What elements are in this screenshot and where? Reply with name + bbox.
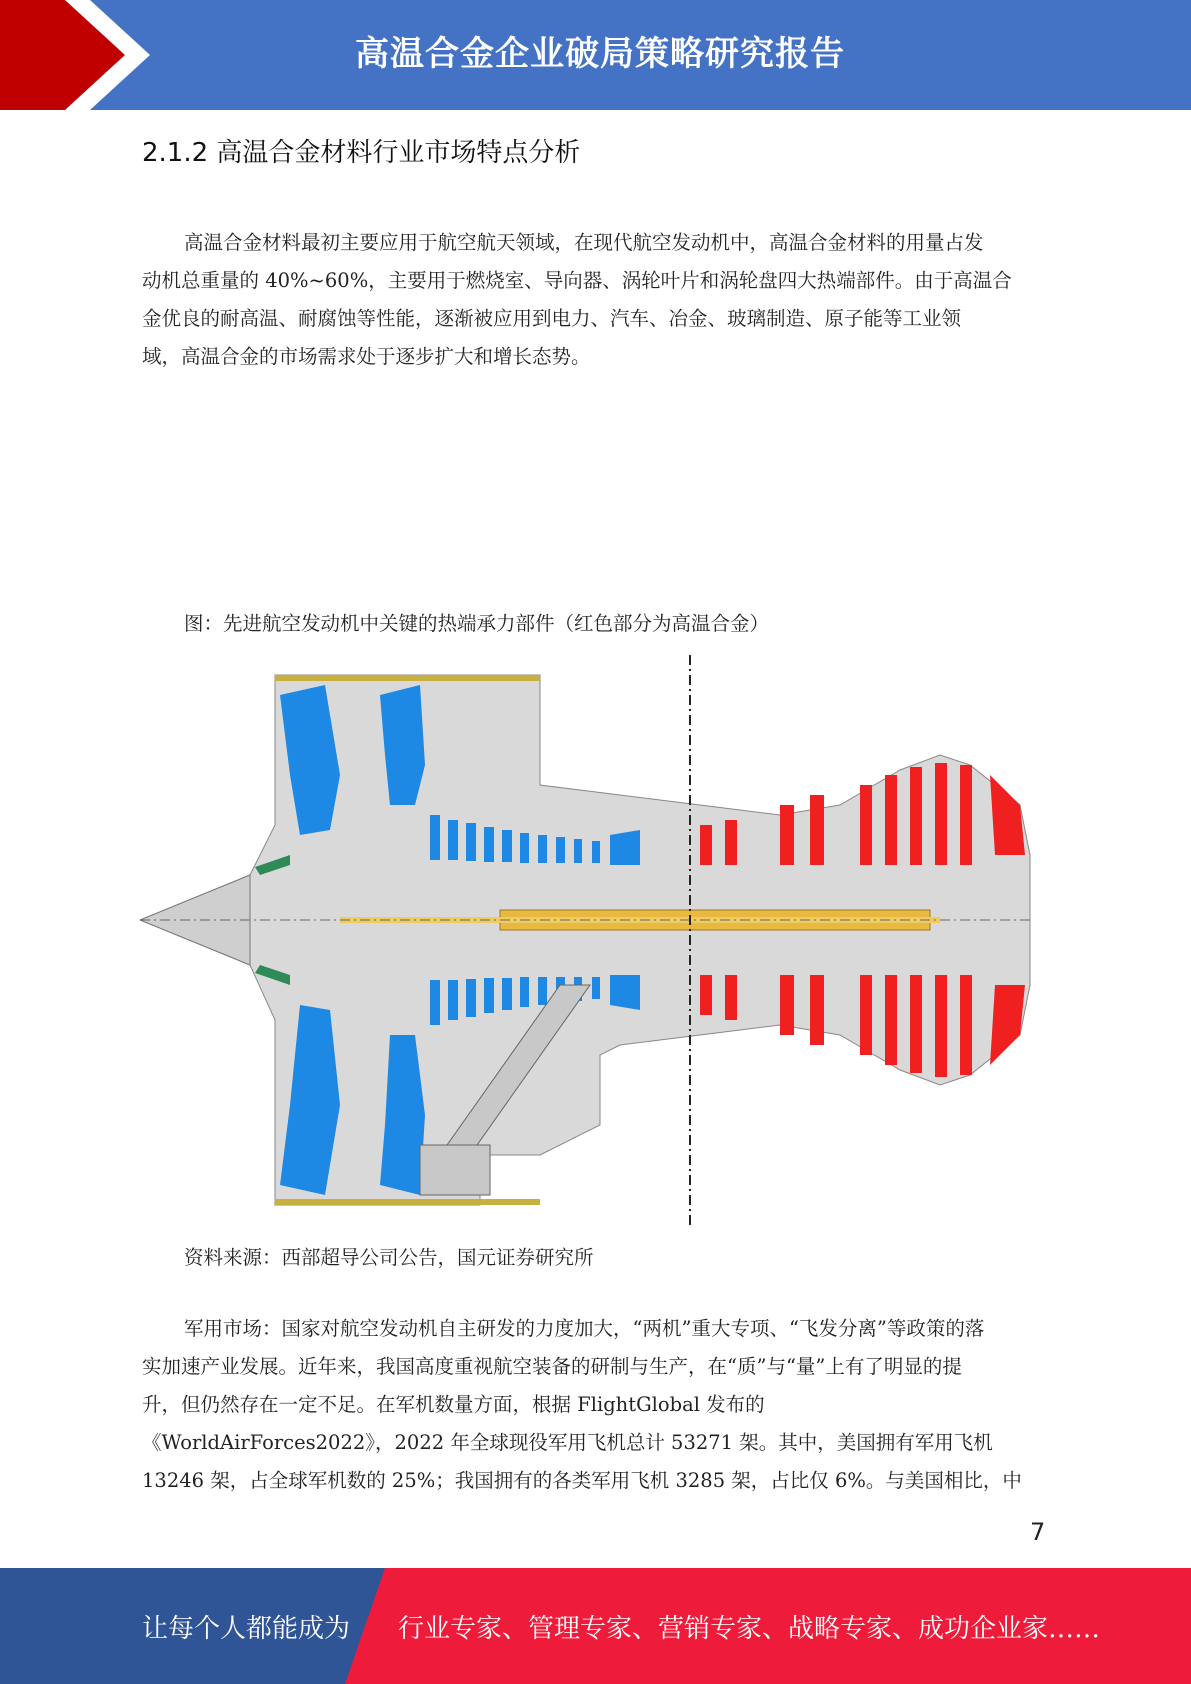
military-paragraph: [142, 1310, 1047, 1500]
engine-diagram: [140, 655, 1040, 1225]
page-footer: [0, 1568, 1191, 1684]
military-line: 实加速产业发展。近年来，我国高度重视航空装备的研制与生产，在“质”与“量”上有了明显的提: [142, 1355, 962, 1378]
intro-line: 动机总重量的 40%~60%，主要用于燃烧室、导向器、涡轮叶片和涡轮盘四大热端部件。由于高温合: [142, 269, 1012, 292]
report-title: 高温合金企业破局策略研究报告: [355, 34, 845, 74]
intro-line: 域，高温合金的市场需求处于逐步扩大和增长态势。: [142, 345, 591, 368]
military-line: 升，但仍然存在一定不足。在军机数量方面，根据 FlightGlobal 发布的: [142, 1393, 765, 1416]
footer-slogan-right: 行业专家、管理专家、营销专家、战略专家、成功企业家……: [398, 1614, 1101, 1644]
military-line: 军用市场：国家对航空发动机自主研发的力度加大，“两机”重大专项、“飞发分离”等政策的落: [184, 1317, 985, 1340]
intro-line: 高温合金材料最初主要应用于航空航天领域，在现代航空发动机中，高温合金材料的用量占发: [184, 231, 984, 254]
section-heading: 2.1.2 高温合金材料行业市场特点分析: [142, 138, 581, 168]
figure-source: 资料来源：西部超导公司公告，国元证券研究所: [184, 1246, 594, 1269]
military-line: 《WorldAirForces2022》，2022 年全球现役军用飞机总计 53271 架。其中，美国拥有军用飞机: [142, 1431, 993, 1454]
intro-line: 金优良的耐高温、耐腐蚀等性能，逐渐被应用到电力、汽车、冶金、玻璃制造、原子能等工业领: [142, 307, 962, 330]
military-line: 13246 架，占全球军机数的 25%；我国拥有的各类军用飞机 3285 架，占比仅 6%。与美国相比，中: [142, 1469, 1022, 1492]
footer-slogan-left: 让每个人都能成为: [142, 1614, 351, 1644]
page-number: 7: [1030, 1518, 1046, 1546]
figure-caption: 图：先进航空发动机中关键的热端承力部件（红色部分为高温合金）: [184, 612, 770, 635]
page-header: [0, 0, 1191, 110]
engine-cross-section-figure: [140, 655, 1040, 1225]
intro-paragraph: [142, 224, 1047, 376]
